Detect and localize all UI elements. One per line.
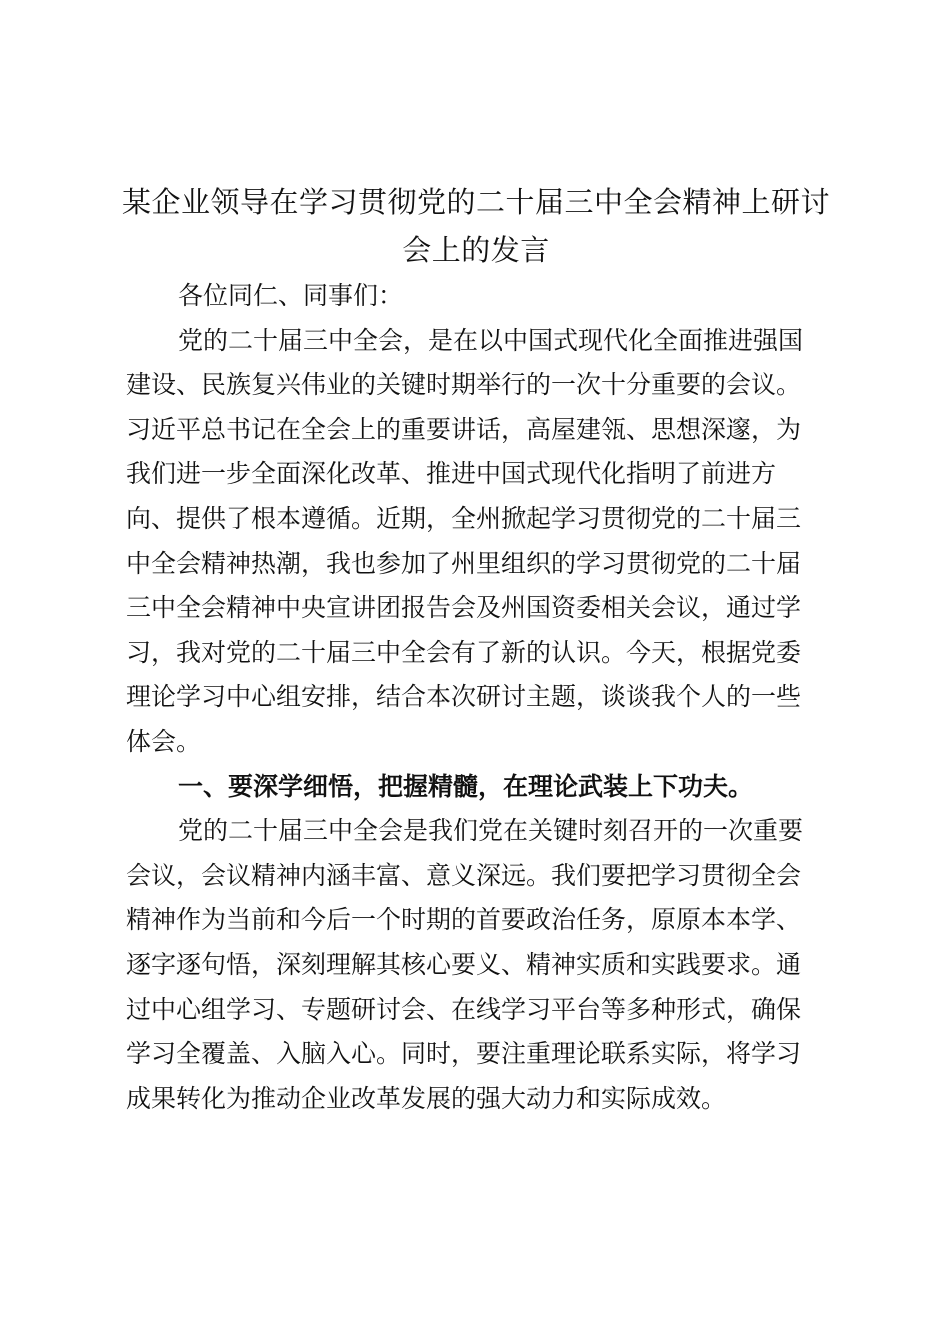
section-heading-1: 一、要深学细悟，把握精髓，在理论武装上下功夫。 <box>178 771 754 801</box>
title-line-1: 某企业领导在学习贯彻党的二十届三中全会精神上研讨 <box>121 185 830 219</box>
paragraph-line: 我们进一步全面深化改革、推进中国式现代化指明了前进方 <box>126 459 777 489</box>
paragraph-2 <box>126 809 826 1121</box>
paragraph-line: 党的二十届三中全会是我们党在关键时刻召开的一次重要 <box>178 816 804 846</box>
paragraph-line: 精神作为当前和今后一个时期的首要政治任务，原原本本学、 <box>126 905 802 935</box>
paragraph-line: 体会。 <box>126 726 202 756</box>
paragraph-line: 习，我对党的二十届三中全会有了新的认识。今天，根据党委 <box>126 637 802 667</box>
document-body <box>126 274 826 1121</box>
paragraph-line: 党的二十届三中全会，是在以中国式现代化全面推进强国 <box>178 325 804 355</box>
paragraph-line: 建设、民族复兴伟业的关键时期举行的一次十分重要的会议。 <box>126 370 802 400</box>
title-line-2: 会上的发言 <box>402 233 550 267</box>
paragraph-line: 成果转化为推动企业改革发展的强大动力和实际成效。 <box>126 1083 727 1113</box>
paragraph-1 <box>126 319 826 765</box>
paragraph-line: 习近平总书记在全会上的重要讲话，高屋建瓴、思想深邃，为 <box>126 414 802 444</box>
document-title <box>118 178 834 274</box>
paragraph-line: 中全会精神热潮，我也参加了州里组织的学习贯彻党的二十届 <box>126 548 802 578</box>
paragraph-line: 逐字逐句悟，深刻理解其核心要义、精神实质和实践要求。通 <box>126 949 802 979</box>
paragraph-line: 过中心组学习、专题研讨会、在线学习平台等多种形式，确保 <box>126 994 802 1024</box>
paragraph-line: 三中全会精神中央宣讲团报告会及州国资委相关会议，通过学 <box>126 593 802 623</box>
paragraph-line: 学习全覆盖、入脑入心。同时，要注重理论联系实际，将学习 <box>126 1039 802 1069</box>
paragraph-line: 理论学习中心组安排，结合本次研讨主题，谈谈我个人的一些 <box>126 682 802 712</box>
paragraph-line: 向、提供了根本遵循。近期，全州掀起学习贯彻党的二十届三 <box>126 503 802 533</box>
salutation: 各位同仁、同事们： <box>178 281 404 310</box>
paragraph-line: 会议，会议精神内涵丰富、意义深远。我们要把学习贯彻全会 <box>126 860 802 890</box>
